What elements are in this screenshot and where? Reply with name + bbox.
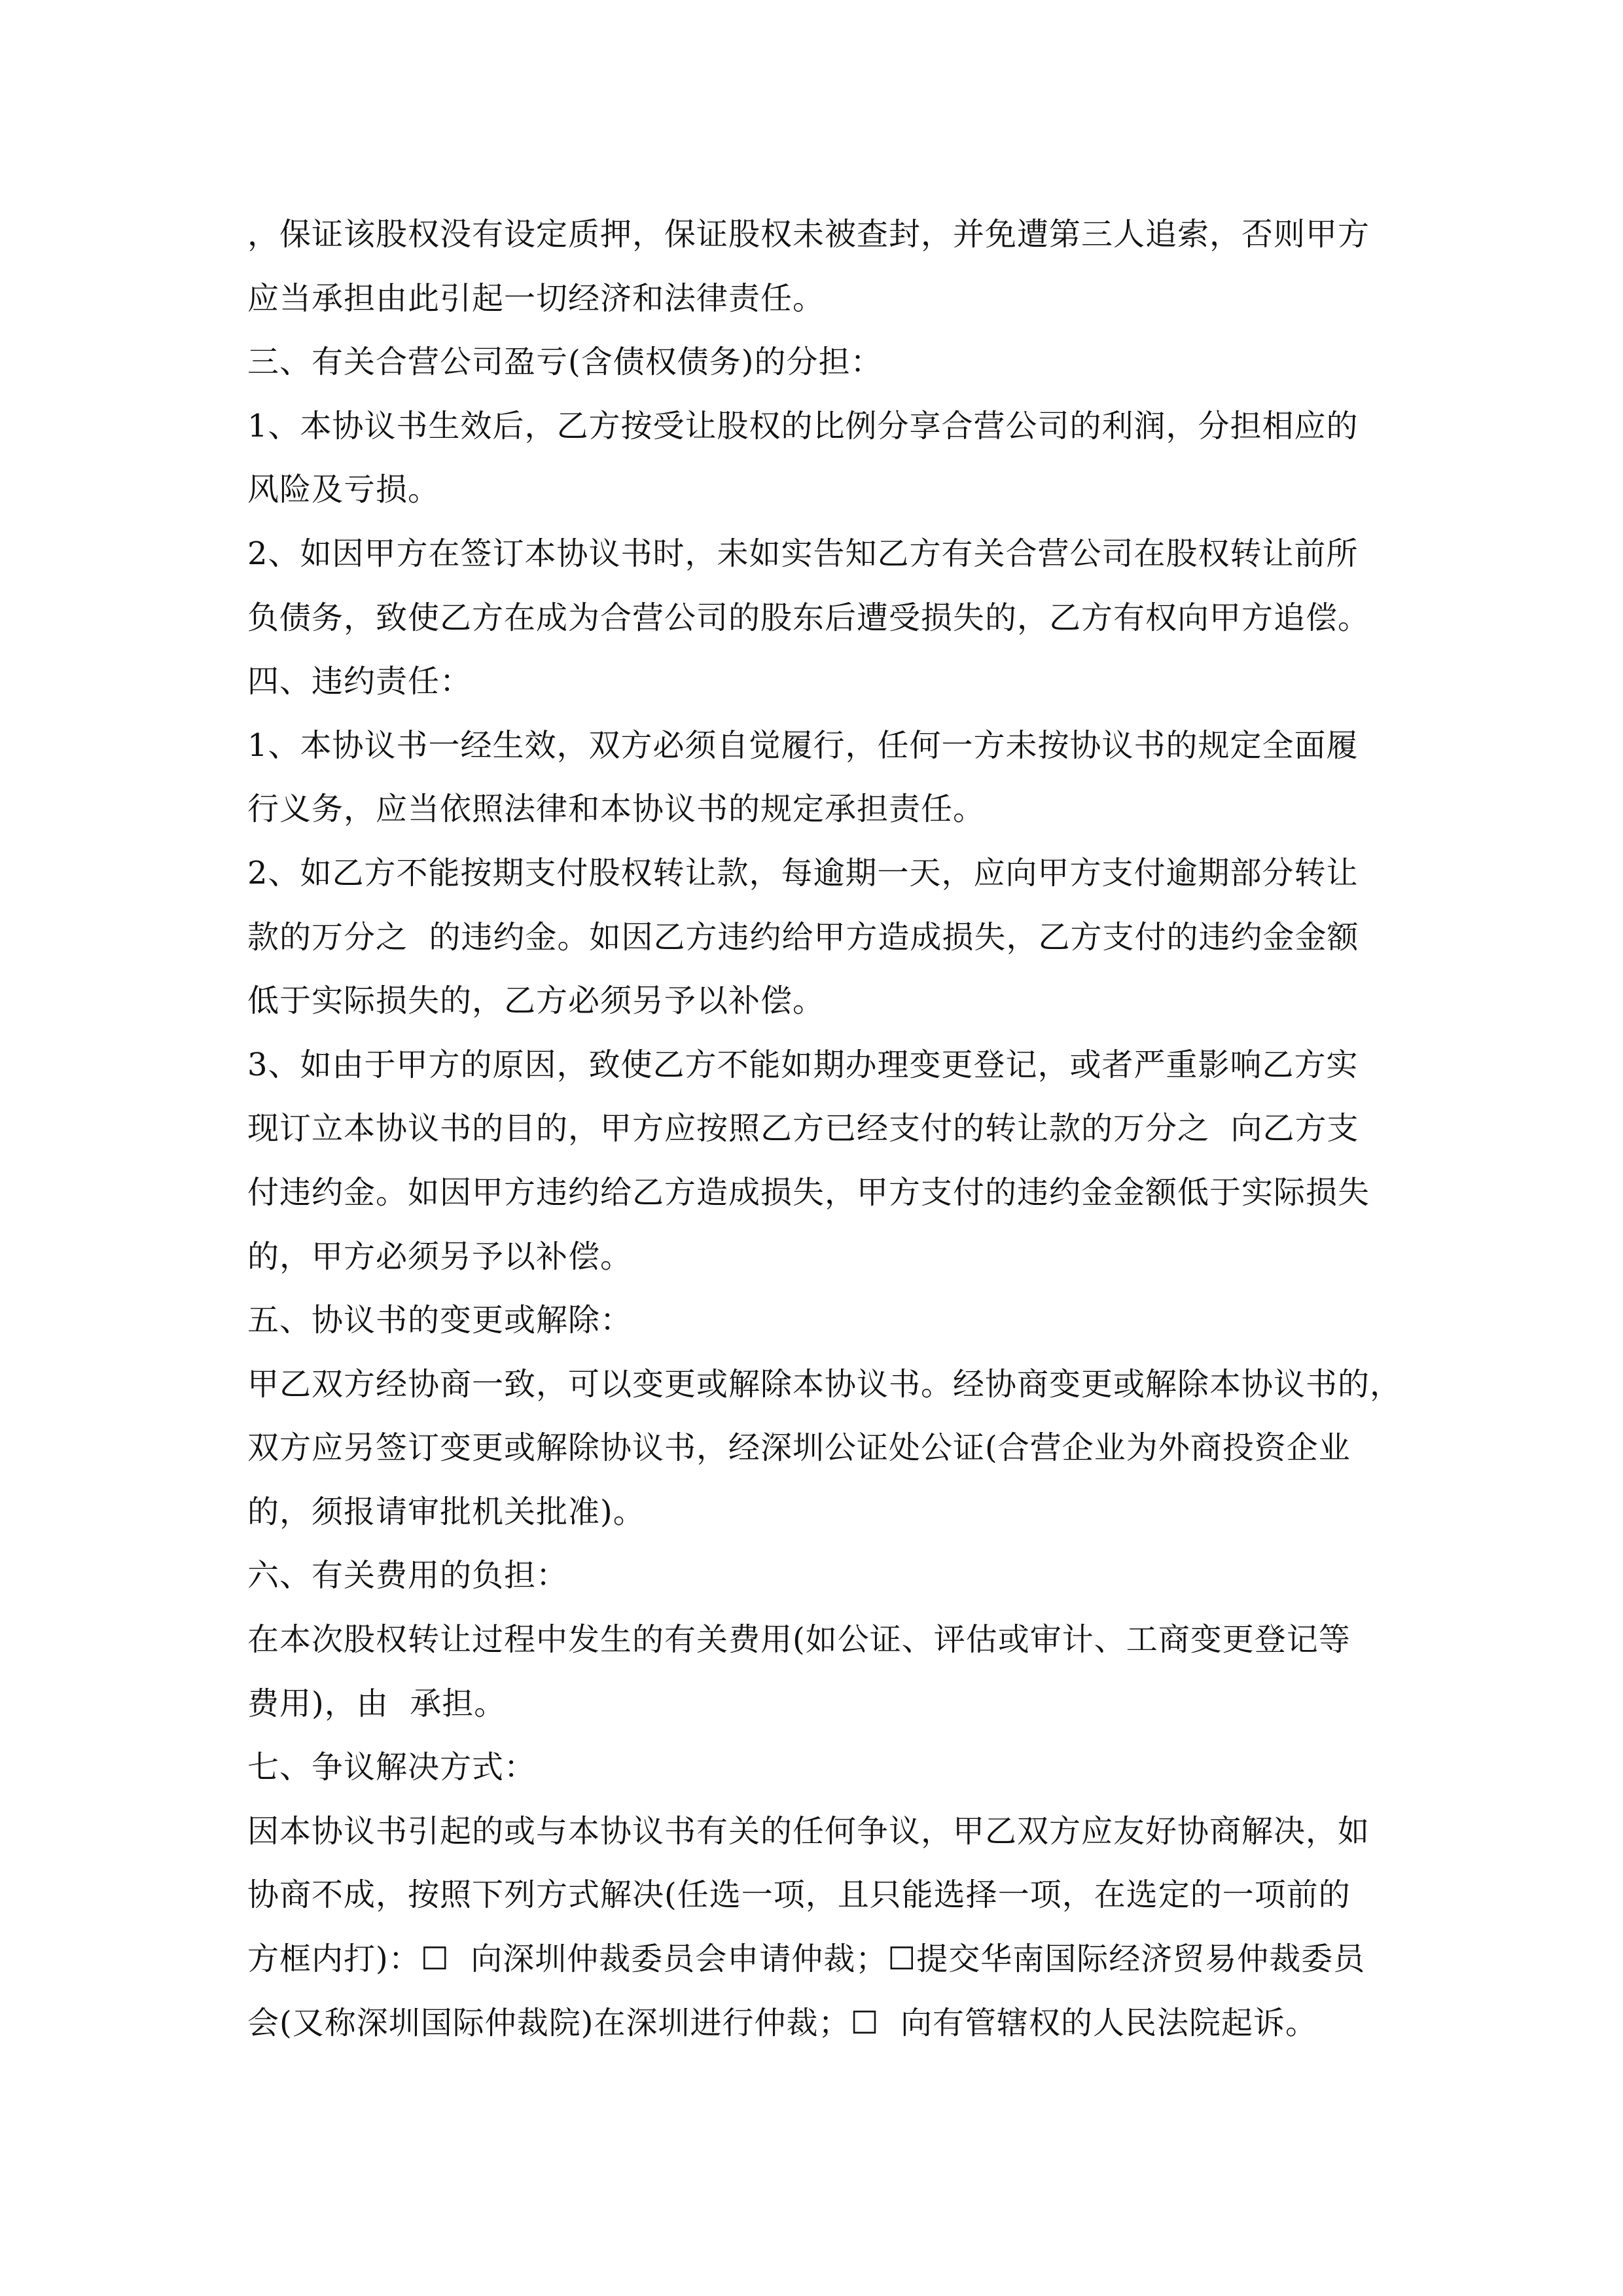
text-line: ，保证该股权没有设定质押，保证股权未被查封，并免遭第三人追索，否则甲方: [247, 216, 1370, 253]
text-line: 现订立本协议书的目的，甲方应按照乙方已经支付的转让款的万分之 向乙方支: [247, 1110, 1359, 1147]
text-line: 1、本协议书生效后，乙方按受让股权的比例分享合营公司的利润，分担相应的: [247, 407, 1359, 444]
text-line: 在本次股权转让过程中发生的有关费用(如公证、评估或审计、工商变更登记等: [247, 1621, 1351, 1659]
document-body: [247, 203, 1402, 2055]
text-line: 1、本协议书一经生效，双方必须自觉履行，任何一方未按协议书的规定全面履: [247, 726, 1359, 764]
text-line: 会(又称深圳国际仲裁院)在深圳进行仲裁；☐ 向有管辖权的人民法院起诉。: [247, 2004, 1318, 2041]
text-line: 费用)，由 承担。: [247, 1685, 507, 1722]
text-line: 低于实际损失的，乙方必须另予以补偿。: [247, 982, 825, 1020]
text-line: 2、如乙方不能按期支付股权转让款，每逾期一天，应向甲方支付逾期部分转让: [247, 854, 1359, 891]
text-line: 应当承担由此引起一切经济和法律责任。: [247, 279, 825, 317]
text-line: 的，甲方必须另予以补偿。: [247, 1238, 633, 1275]
text-line: 双方应另签订变更或解除协议书，经深圳公证处公证(合营企业为外商投资企业: [247, 1429, 1351, 1467]
text-line: 负债务，致使乙方在成为合营公司的股东后遭受损失的，乙方有权向甲方追偿。: [247, 599, 1370, 636]
text-line: 方框内打)：☐ 向深圳仲裁委员会申请仲裁；☐提交华南国际经济贸易仲裁委员: [247, 1941, 1366, 1978]
text-line: 甲乙双方经协商一致，可以变更或解除本协议书。经协商变更或解除本协议书的，: [247, 1365, 1402, 1403]
text-line: 3、如由于甲方的原因，致使乙方不能如期办理变更登记，或者严重影响乙方实: [247, 1046, 1359, 1083]
text-line: 2、如因甲方在签订本协议书时，未如实告知乙方有关合营公司在股权转让前所: [247, 535, 1359, 572]
text-line: 协商不成，按照下列方式解决(任选一项，且只能选择一项，在选定的一项前的: [247, 1876, 1351, 1914]
section-heading: 六、有关费用的负担：: [247, 1557, 569, 1594]
text-line: 付违约金。如因甲方违约给乙方造成损失，甲方支付的违约金金额低于实际损失: [247, 1174, 1370, 1211]
text-line: 因本协议书引起的或与本协议书有关的任何争议，甲乙双方应友好协商解决，如: [247, 1812, 1370, 1850]
section-heading: 七、争议解决方式：: [247, 1749, 537, 1786]
text-line: 款的万分之 的违约金。如因乙方违约给甲方造成损失，乙方支付的违约金金额: [247, 918, 1359, 956]
section-heading: 五、协议书的变更或解除：: [247, 1302, 633, 1339]
text-line: 的，须报请审批机关批准)。: [247, 1493, 645, 1530]
section-heading: 四、违约责任：: [247, 663, 473, 700]
text-line: 风险及亏损。: [247, 471, 440, 509]
section-heading: 三、有关合营公司盈亏(含债权债务)的分担：: [247, 344, 883, 381]
text-line: 行义务，应当依照法律和本协议书的规定承担责任。: [247, 791, 986, 828]
